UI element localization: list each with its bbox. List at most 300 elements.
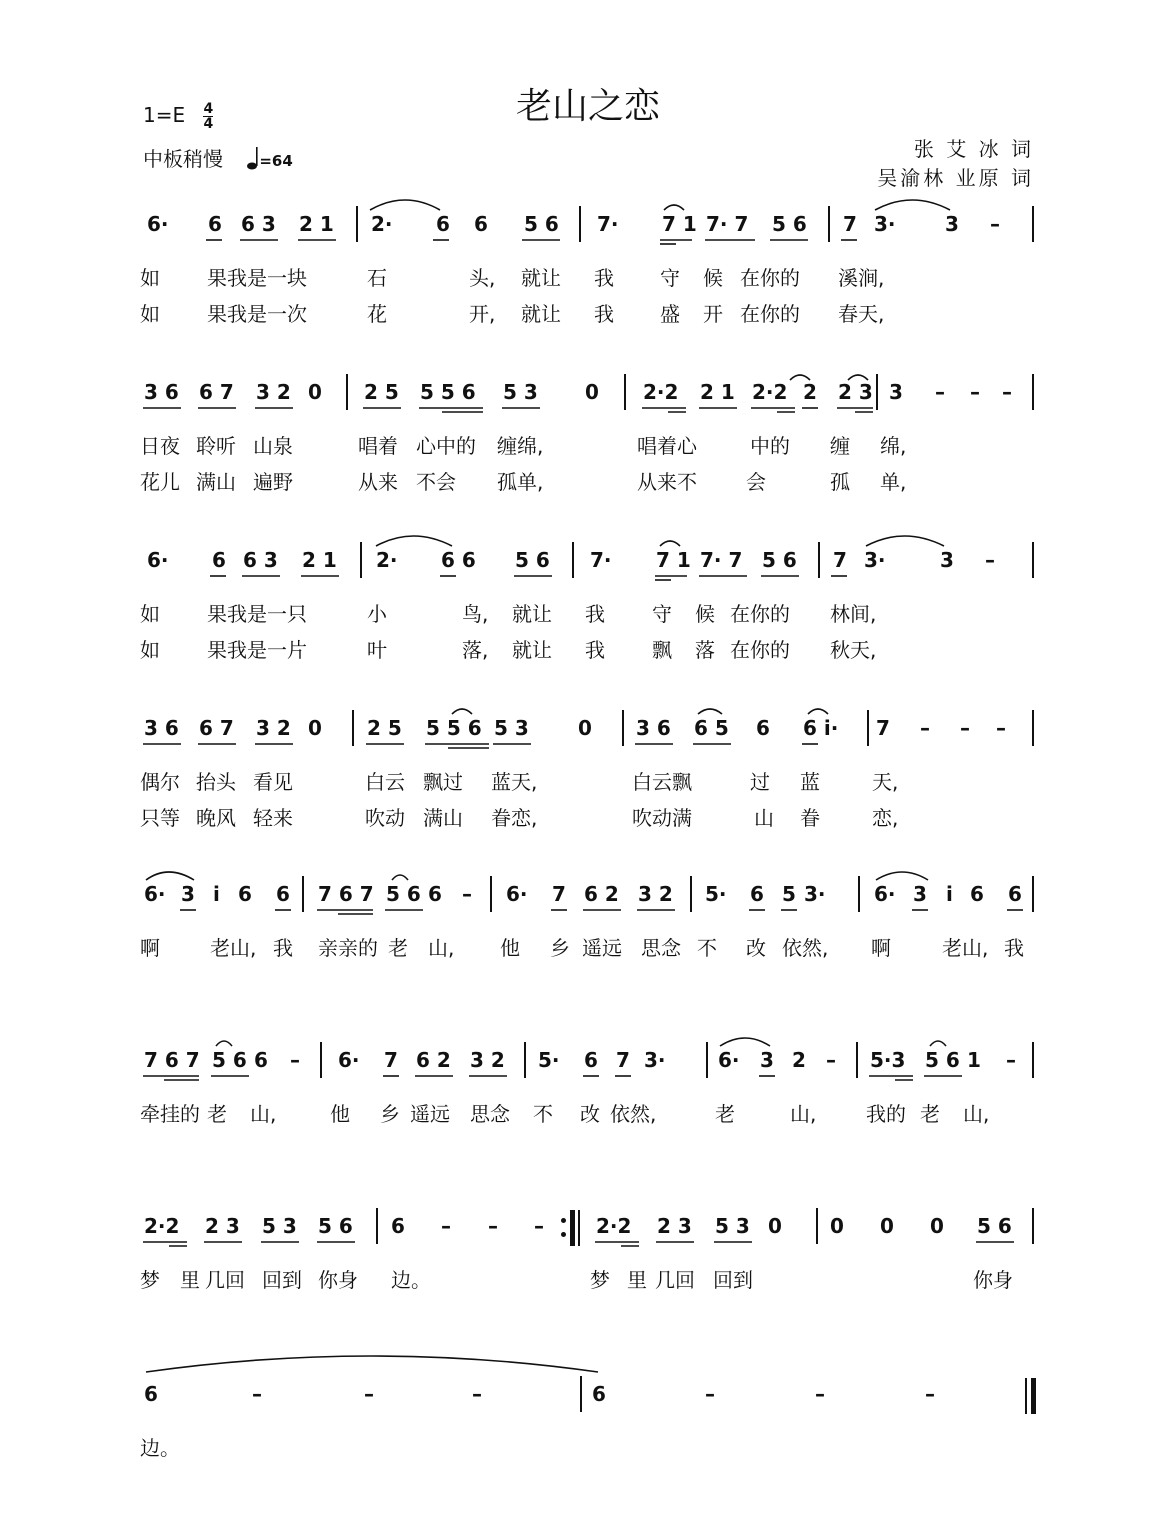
lyric-verse-1: 候 [695, 602, 715, 626]
note-group: 3 6 [144, 380, 179, 404]
note-group: 3 2 [638, 882, 673, 906]
lyric-verse-2: 落, [462, 638, 489, 662]
lyric-verse-1: 我 [273, 936, 293, 960]
note-group: 2 3 [657, 1214, 692, 1238]
lyric-verse-1: 他 [330, 1102, 350, 1126]
note-group: 6· [874, 882, 896, 906]
note-group: 7· [590, 548, 612, 572]
lyric-verse-1: 头, [469, 266, 496, 290]
lyric-verse-1: 山, [250, 1102, 277, 1126]
note-group: 6 2 [584, 882, 619, 906]
note-group: 0 [585, 380, 599, 404]
barline [690, 876, 692, 912]
barline [1032, 206, 1034, 242]
repeat-dots [561, 1218, 566, 1238]
final-barline-thick [1031, 1378, 1036, 1414]
barline [828, 206, 830, 242]
barline [1032, 374, 1034, 410]
dash-extension: – [935, 380, 945, 404]
lyric-verse-2: 在你的 [730, 638, 790, 662]
barline [360, 542, 362, 578]
lyric-verse-1: 果我是一块 [207, 266, 307, 290]
lyric-verse-2: 满山 [196, 470, 236, 494]
note-group: 6 [592, 1382, 606, 1406]
lyricist-credit: 张 艾 冰 词 [913, 137, 1034, 161]
lyric-verse-1: 在你的 [740, 266, 800, 290]
barline [624, 374, 626, 410]
lyric-verse-1: 心中的 [416, 434, 476, 458]
barline [856, 1042, 858, 1078]
note-group: 2 5 [367, 716, 402, 740]
repeat-barline-thin [578, 1210, 580, 1246]
barline [706, 1042, 708, 1078]
barline [1032, 1042, 1034, 1078]
note-group: 6 [212, 548, 226, 572]
dash-extension: – [441, 1214, 451, 1238]
lyric-verse-2: 开, [469, 302, 496, 326]
final-barline-thin [1025, 1378, 1027, 1414]
lyric-verse-1: 老 [207, 1102, 227, 1126]
lyric-verse-1: 白云飘 [632, 770, 692, 794]
lyric-verse-1: 回到 [713, 1268, 753, 1292]
lyric-verse-2: 春天, [838, 302, 885, 326]
note-group: 2 [803, 380, 817, 404]
note-group: 5 6 [515, 548, 550, 572]
note-group: 7· [597, 212, 619, 236]
barline [867, 710, 869, 746]
note-group: 5 3 [503, 380, 538, 404]
note-group: 5 5 6 [420, 380, 476, 404]
barline [1032, 542, 1034, 578]
lyric-verse-1: 小 [367, 602, 387, 626]
lyric-verse-2: 会 [746, 470, 766, 494]
dash-extension: – [252, 1382, 262, 1406]
note-group: 6 7 [199, 380, 234, 404]
lyric-verse-1: 乡 [550, 936, 570, 960]
tempo-bpm: =64 [259, 152, 293, 170]
note-group: 2· [376, 548, 398, 572]
lyric-verse-2: 落 [695, 638, 715, 662]
lyric-verse-2: 果我是一片 [207, 638, 307, 662]
dash-extension: – [534, 1214, 544, 1238]
note-group: 3 6 [144, 716, 179, 740]
lyric-verse-1: 山, [428, 936, 455, 960]
lyric-verse-1: 中的 [750, 434, 790, 458]
lyric-verse-1: 如 [140, 602, 160, 626]
note-group: 3 [760, 1048, 774, 1072]
lyric-verse-1: 老山, [942, 936, 989, 960]
lyric-verse-1: 思念 [641, 936, 681, 960]
lyric-verse-1: 啊 [871, 936, 891, 960]
lyric-verse-1: 思念 [470, 1102, 510, 1126]
lyric-verse-1: 不 [533, 1102, 553, 1126]
lyric-verse-1: 过 [750, 770, 770, 794]
note-group: 2 5 [364, 380, 399, 404]
note-group: 1 [967, 1048, 981, 1072]
lyric-verse-2: 花儿 [140, 470, 180, 494]
barline [320, 1042, 322, 1078]
lyric-verse-2: 孤 [830, 470, 850, 494]
dash-extension: – [990, 212, 1000, 236]
lyric-verse-2: 只等 [140, 806, 180, 830]
note-group: 3 6 [636, 716, 671, 740]
note-group: 6 [254, 1048, 268, 1072]
dash-extension: – [920, 716, 930, 740]
note-group: 2 3 [205, 1214, 240, 1238]
note-group: 5 6 [524, 212, 559, 236]
time-signature [203, 102, 213, 131]
lyric-verse-1: 在你的 [730, 602, 790, 626]
lyric-verse-1: 我 [594, 266, 614, 290]
lyric-verse-2: 吹动满 [632, 806, 692, 830]
note-group: 5 3 [262, 1214, 297, 1238]
lyric-verse-2: 晚风 [196, 806, 236, 830]
note-group: 5 [782, 882, 796, 906]
note-group: 7· 7 [700, 548, 743, 572]
barline [346, 374, 348, 410]
note-group: 7 [876, 716, 890, 740]
lyric-verse-1: 蓝天, [491, 770, 538, 794]
lyric-verse-2: 如 [140, 638, 160, 662]
composer-credit: 吴渝林 业原 词 [877, 166, 1034, 190]
note-group: 0 [930, 1214, 944, 1238]
note-group: 6 i· [803, 716, 839, 740]
note-group: 2 1 [299, 212, 334, 236]
lyric-verse-1: 边。 [391, 1268, 431, 1292]
lyric-verse-1: 几回 [655, 1268, 695, 1292]
barline [356, 206, 358, 242]
note-group: i [213, 882, 220, 906]
note-group: 3 2 [470, 1048, 505, 1072]
lyric-verse-1: 他 [500, 936, 520, 960]
barline [580, 1376, 582, 1412]
dash-extension: – [462, 882, 472, 906]
lyric-verse-1: 梦 [140, 1268, 160, 1292]
note-group: 6 [208, 212, 222, 236]
note-group: 3 [181, 882, 195, 906]
lyric-verse-2: 孤单, [497, 470, 544, 494]
lyric-verse-2: 开 [703, 302, 723, 326]
barline [352, 710, 354, 746]
lyric-verse-2: 不会 [416, 470, 456, 494]
lyric-verse-1: 依然, [782, 936, 829, 960]
lyric-verse-1: 我的 [866, 1102, 906, 1126]
note-group: 5· [538, 1048, 560, 1072]
note-group: 6 5 [694, 716, 729, 740]
note-group: 5 3 [494, 716, 529, 740]
lyric-verse-1: 看见 [253, 770, 293, 794]
note-group: 6 3 [243, 548, 278, 572]
dash-extension: – [996, 716, 1006, 740]
note-group: 3 [889, 380, 903, 404]
note-group: 2·2 [144, 1214, 180, 1238]
lyric-verse-2: 盛 [660, 302, 680, 326]
note-group: 2 [792, 1048, 806, 1072]
note-group: 0 [830, 1214, 844, 1238]
lyric-verse-1: 偶尔 [140, 770, 180, 794]
note-group: 6 6 [441, 548, 476, 572]
note-group: 3· [804, 882, 826, 906]
note-group: 6· [338, 1048, 360, 1072]
dash-extension: – [815, 1382, 825, 1406]
note-group: 5 5 6 [426, 716, 482, 740]
note-group: 3 2 [256, 716, 291, 740]
lyric-verse-1: 我 [1004, 936, 1024, 960]
note-group: 6· [506, 882, 528, 906]
note-group: 7· 7 [706, 212, 749, 236]
note-group: 5 3 [715, 1214, 750, 1238]
note-group: 2 1 [700, 380, 735, 404]
lyric-verse-1: 鸟, [462, 602, 489, 626]
dash-extension: – [1006, 1048, 1016, 1072]
lyric-verse-1: 老 [388, 936, 408, 960]
lyric-verse-1: 抬头 [196, 770, 236, 794]
lyric-verse-2: 眷恋, [491, 806, 538, 830]
lyric-verse-1: 守 [652, 602, 672, 626]
note-group: 6 7 [199, 716, 234, 740]
lyric-verse-1: 你身 [973, 1268, 1013, 1292]
barline [858, 876, 860, 912]
barline [1032, 710, 1034, 746]
lyric-verse-1: 蓝 [800, 770, 820, 794]
lyric-verse-1: 飘过 [423, 770, 463, 794]
note-group: 3· [864, 548, 886, 572]
note-group: 6 [436, 212, 450, 236]
tempo-marking [143, 143, 293, 175]
note-group: 2·2 [643, 380, 679, 404]
lyric-verse-1: 依然, [610, 1102, 657, 1126]
barline [1032, 876, 1034, 912]
lyric-verse-1: 缠 [830, 434, 850, 458]
lyric-verse-1: 聆听 [196, 434, 236, 458]
lyric-verse-2: 从来不 [637, 470, 697, 494]
lyric-verse-1: 牵挂的 [140, 1102, 200, 1126]
note-group: 6 [276, 882, 290, 906]
lyric-verse-1: 缠绵, [497, 434, 544, 458]
dash-extension: – [364, 1382, 374, 1406]
note-group: 2 3 [838, 380, 873, 404]
barline [524, 1042, 526, 1078]
note-group: 7 [384, 1048, 398, 1072]
lyric-verse-2: 吹动 [365, 806, 405, 830]
lyric-verse-2: 眷 [800, 806, 820, 830]
lyric-verse-1: 亲亲的 [318, 936, 378, 960]
lyric-verse-1: 里 [627, 1268, 647, 1292]
lyric-verse-1: 不 [697, 936, 717, 960]
lyric-verse-2: 就让 [512, 638, 552, 662]
note-group: 6 3 [241, 212, 276, 236]
note-group: 7 [833, 548, 847, 572]
note-group: 2 1 [302, 548, 337, 572]
lyric-verse-1: 就让 [512, 602, 552, 626]
note-group: 7 [552, 882, 566, 906]
lyric-verse-2: 轻来 [253, 806, 293, 830]
note-group: 3 [913, 882, 927, 906]
dash-extension: – [985, 548, 995, 572]
lyric-verse-2: 飘 [652, 638, 672, 662]
barline [302, 876, 304, 912]
lyric-verse-2: 叶 [367, 638, 387, 662]
lyric-verse-2: 我 [585, 638, 605, 662]
dash-extension: – [705, 1382, 715, 1406]
lyric-verse-1: 边。 [140, 1436, 180, 1460]
barline [816, 1208, 818, 1244]
barline [876, 374, 878, 410]
barline [572, 542, 574, 578]
time-bottom: 4 [203, 116, 214, 132]
lyric-verse-1: 改 [746, 936, 766, 960]
note-group: 7 [843, 212, 857, 236]
key-signature [143, 102, 213, 131]
dash-extension: – [1002, 380, 1012, 404]
tempo-text: 中板稍慢 [143, 147, 223, 171]
lyric-verse-1: 山, [790, 1102, 817, 1126]
note-group: 5 6 [925, 1048, 960, 1072]
dash-extension: – [290, 1048, 300, 1072]
quarter-note-icon [247, 146, 259, 175]
lyric-verse-1: 石 [367, 266, 387, 290]
note-group: 6 [144, 1382, 158, 1406]
note-group: 0 [578, 716, 592, 740]
lyric-verse-2: 就让 [521, 302, 561, 326]
lyric-verse-1: 山泉 [253, 434, 293, 458]
lyric-verse-1: 果我是一只 [207, 602, 307, 626]
dash-extension: – [925, 1382, 935, 1406]
note-group: 5 6 [212, 1048, 247, 1072]
note-group: 5· [705, 882, 727, 906]
note-group: 3 [945, 212, 959, 236]
lyric-verse-1: 唱着 [358, 434, 398, 458]
lyric-verse-2: 恋, [872, 806, 899, 830]
note-group: 0 [880, 1214, 894, 1238]
lyric-verse-1: 遥远 [410, 1102, 450, 1126]
lyric-verse-1: 白云 [365, 770, 405, 794]
note-group: 5 6 [772, 212, 807, 236]
note-group: 6 [970, 882, 984, 906]
note-group: 6 [584, 1048, 598, 1072]
barline [622, 710, 624, 746]
lyric-verse-1: 啊 [140, 936, 160, 960]
lyric-verse-2: 果我是一次 [207, 302, 307, 326]
note-group: 0 [308, 716, 322, 740]
lyric-verse-1: 绵, [880, 434, 907, 458]
lyric-verse-1: 回到 [262, 1268, 302, 1292]
lyric-verse-1: 溪涧, [838, 266, 885, 290]
lyric-verse-2: 单, [880, 470, 907, 494]
barline [490, 876, 492, 912]
note-group: 7 1 [662, 212, 697, 236]
note-group: 2·2 [752, 380, 788, 404]
lyric-verse-1: 唱着心 [637, 434, 697, 458]
dash-extension: – [826, 1048, 836, 1072]
note-group: i [946, 882, 953, 906]
repeat-barline-thick [570, 1210, 575, 1246]
note-group: 6· [147, 548, 169, 572]
lyric-verse-2: 遍野 [253, 470, 293, 494]
lyric-verse-2: 我 [594, 302, 614, 326]
lyric-verse-2: 秋天, [830, 638, 877, 662]
note-group: 6 [474, 212, 488, 236]
lyric-verse-1: 我 [585, 602, 605, 626]
lyric-verse-1: 日夜 [140, 434, 180, 458]
lyric-verse-1: 改 [580, 1102, 600, 1126]
note-group: 3· [874, 212, 896, 236]
note-group: 3 [940, 548, 954, 572]
key-label: 1=E [143, 103, 186, 127]
barline [579, 206, 581, 242]
lyric-verse-2: 从来 [358, 470, 398, 494]
note-group: 6 2 [416, 1048, 451, 1072]
lyric-verse-2: 花 [367, 302, 387, 326]
note-group: 6· [147, 212, 169, 236]
lyric-verse-1: 如 [140, 266, 160, 290]
lyric-verse-1: 梦 [590, 1268, 610, 1292]
lyric-verse-1: 山, [963, 1102, 990, 1126]
note-group: 3· [644, 1048, 666, 1072]
note-group: 0 [768, 1214, 782, 1238]
lyric-verse-1: 老 [920, 1102, 940, 1126]
note-group: 6· [144, 882, 166, 906]
note-group: 5·3 [870, 1048, 906, 1072]
note-group: 5 6 [977, 1214, 1012, 1238]
lyric-verse-1: 老 [715, 1102, 735, 1126]
lyric-verse-1: 里 [180, 1268, 200, 1292]
lyric-verse-1: 遥远 [582, 936, 622, 960]
dash-extension: – [970, 380, 980, 404]
lyric-verse-2: 山 [754, 806, 774, 830]
lyric-verse-1: 几回 [205, 1268, 245, 1292]
note-group: 5 6 [318, 1214, 353, 1238]
note-group: 6· [718, 1048, 740, 1072]
barline [818, 542, 820, 578]
note-group: 3 2 [256, 380, 291, 404]
lyric-verse-1: 林间, [830, 602, 877, 626]
note-group: 6 [238, 882, 252, 906]
lyric-verse-1: 老山, [210, 936, 257, 960]
dash-extension: – [488, 1214, 498, 1238]
note-group: 2·2 [596, 1214, 632, 1238]
note-group: 5 6 [386, 882, 421, 906]
note-group: 7 6 7 [318, 882, 374, 906]
lyric-verse-1: 候 [703, 266, 723, 290]
note-group: 7 1 [656, 548, 691, 572]
barline [1032, 1208, 1034, 1244]
note-group: 6 [428, 882, 442, 906]
note-group: 6 [750, 882, 764, 906]
song-title: 老山之恋 [515, 86, 660, 127]
time-top: 4 [203, 101, 214, 117]
note-group: 2· [371, 212, 393, 236]
note-group: 5 6 [762, 548, 797, 572]
note-group: 7 6 7 [144, 1048, 200, 1072]
dash-extension: – [472, 1382, 482, 1406]
barline [376, 1208, 378, 1244]
dash-extension: – [960, 716, 970, 740]
note-group: 6 [391, 1214, 405, 1238]
lyric-verse-1: 守 [660, 266, 680, 290]
lyric-verse-1: 乡 [380, 1102, 400, 1126]
lyric-verse-1: 天, [872, 770, 899, 794]
note-group: 7 [616, 1048, 630, 1072]
note-group: 0 [308, 380, 322, 404]
lyric-verse-2: 在你的 [740, 302, 800, 326]
note-group: 6 [756, 716, 770, 740]
lyric-verse-2: 满山 [423, 806, 463, 830]
lyric-verse-1: 就让 [521, 266, 561, 290]
lyric-verse-1: 你身 [318, 1268, 358, 1292]
lyric-verse-2: 如 [140, 302, 160, 326]
note-group: 6 [1008, 882, 1022, 906]
